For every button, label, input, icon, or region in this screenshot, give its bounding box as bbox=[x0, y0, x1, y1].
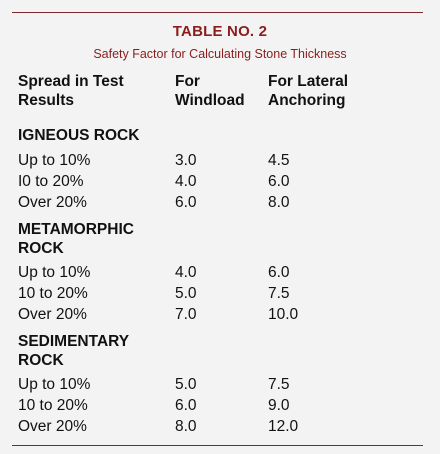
table-row bbox=[18, 304, 428, 325]
safety-factor-table bbox=[18, 72, 428, 437]
header-row bbox=[18, 72, 428, 110]
windload-cell: 6.0 bbox=[175, 194, 197, 211]
spread-cell: I0 to 20% bbox=[18, 173, 84, 190]
spread-cell: Up to 10% bbox=[18, 264, 91, 281]
table-subtitle: Safety Factor for Calculating Stone Thickness bbox=[93, 47, 347, 61]
table-row bbox=[18, 192, 428, 213]
header-lateral-anchoring: For Lateral Anchoring bbox=[268, 73, 349, 109]
section-metamorphic-rock: METAMORPHIC ROCK bbox=[18, 221, 134, 257]
header-spread: Spread in Test Results bbox=[18, 73, 124, 109]
lateral-cell: 9.0 bbox=[268, 397, 290, 414]
lateral-cell: 12.0 bbox=[268, 418, 299, 435]
table-row bbox=[18, 416, 428, 437]
lateral-cell: 6.0 bbox=[268, 264, 290, 281]
table-row bbox=[18, 283, 428, 304]
windload-cell: 5.0 bbox=[175, 376, 197, 393]
spread-cell: Over 20% bbox=[18, 194, 87, 211]
table-title: TABLE NO. 2 bbox=[172, 23, 268, 40]
windload-cell: 3.0 bbox=[175, 152, 197, 169]
table-row bbox=[18, 374, 428, 395]
windload-cell: 7.0 bbox=[175, 306, 197, 323]
spread-cell: Up to 10% bbox=[18, 376, 91, 393]
section-rows bbox=[18, 150, 428, 213]
lateral-cell: 10.0 bbox=[268, 306, 299, 323]
spread-cell: 10 to 20% bbox=[18, 285, 88, 302]
spread-cell: Up to 10% bbox=[18, 152, 91, 169]
windload-cell: 4.0 bbox=[175, 173, 197, 190]
spread-cell: Over 20% bbox=[18, 306, 87, 323]
table-row bbox=[18, 395, 428, 416]
windload-cell: 4.0 bbox=[175, 264, 197, 281]
table-row bbox=[18, 150, 428, 171]
windload-cell: 5.0 bbox=[175, 285, 197, 302]
bottom-rule bbox=[12, 445, 423, 446]
section-sedimentary-rock: SEDIMENTARY ROCK bbox=[18, 333, 129, 369]
section-igneous-rock: IGNEOUS ROCK bbox=[18, 127, 140, 144]
table-row bbox=[18, 262, 428, 283]
top-rule bbox=[12, 12, 423, 13]
lateral-cell: 7.5 bbox=[268, 376, 290, 393]
section-rows bbox=[18, 374, 428, 437]
table-row bbox=[18, 171, 428, 192]
lateral-cell: 7.5 bbox=[268, 285, 290, 302]
lateral-cell: 8.0 bbox=[268, 194, 290, 211]
section-rows bbox=[18, 262, 428, 325]
lateral-cell: 6.0 bbox=[268, 173, 290, 190]
lateral-cell: 4.5 bbox=[268, 152, 290, 169]
windload-cell: 8.0 bbox=[175, 418, 197, 435]
spread-cell: 10 to 20% bbox=[18, 397, 88, 414]
spread-cell: Over 20% bbox=[18, 418, 87, 435]
header-windload: For Windload bbox=[175, 73, 245, 109]
windload-cell: 6.0 bbox=[175, 397, 197, 414]
